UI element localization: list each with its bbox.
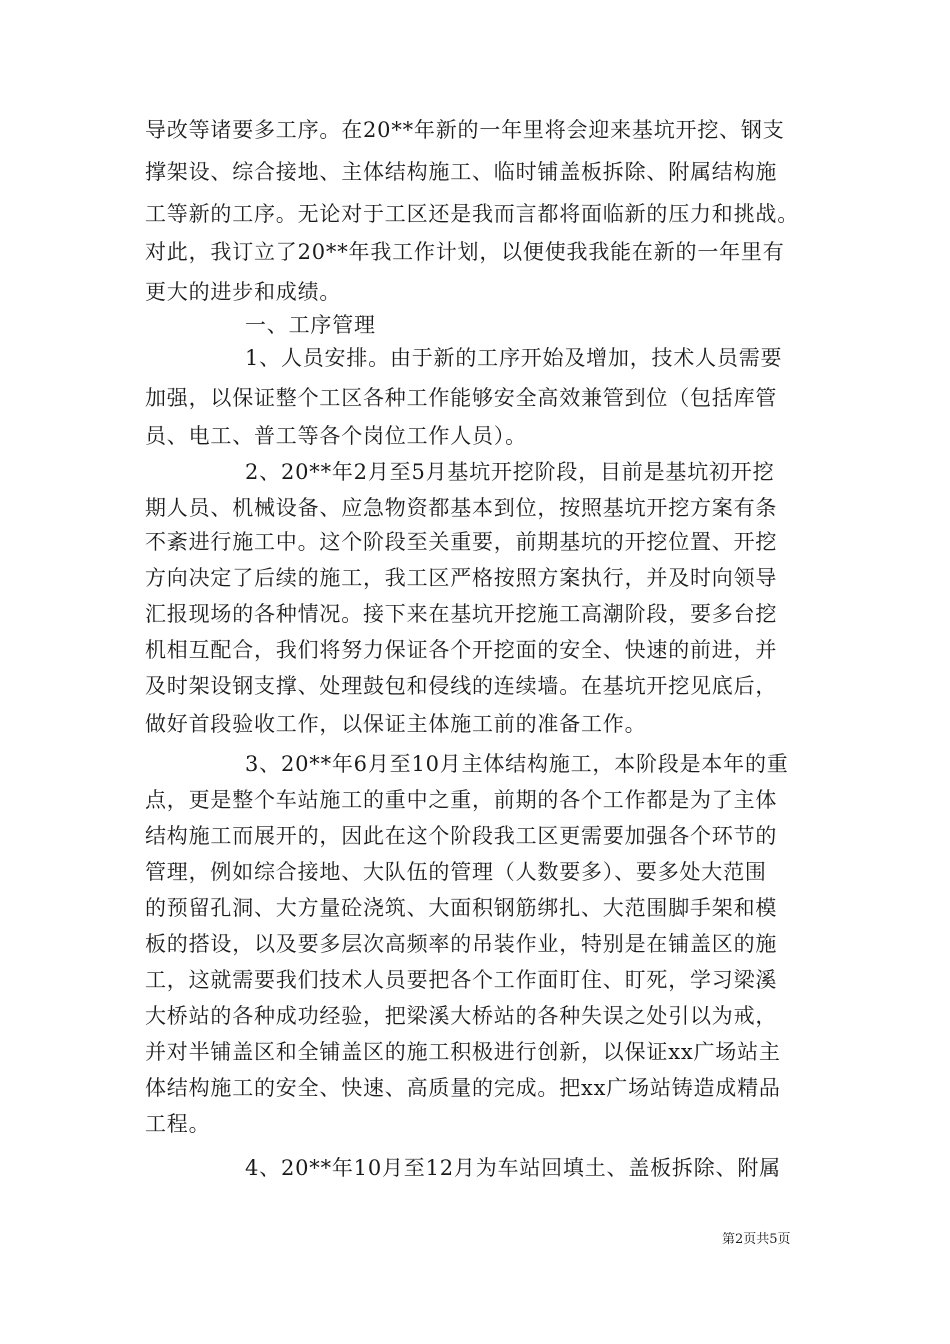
text-line: 并对半铺盖区和全铺盖区的施工积极进行创新，以保证xx广场站主	[145, 1040, 781, 1064]
section-heading: 一、工序管理	[245, 313, 376, 337]
text-line: 2、20**年2月至5月基坑开挖阶段，目前是基坑初开挖	[245, 460, 775, 484]
text-line: 及时架设钢支撑、处理鼓包和侵线的连续墙。在基坑开挖见底后，	[145, 674, 778, 698]
text-line: 做好首段验收工作，以保证主体施工前的准备工作。	[145, 712, 647, 736]
text-line: 大桥站的各种成功经验，把梁溪大桥站的各种失误之处引以为戒，	[145, 1004, 778, 1028]
text-line: 4、20**年10月至12月为车站回填土、盖板拆除、附属	[245, 1156, 781, 1180]
text-line: 员、电工、普工等各个岗位工作人员）。	[145, 424, 527, 448]
text-line: 更大的进步和成绩。	[145, 280, 342, 304]
text-line: 工等新的工序。无论对于工区还是我而言都将面临新的压力和挑战。	[145, 202, 799, 226]
text-line: 工程。	[145, 1112, 211, 1136]
text-line: 期人员、机械设备、应急物资都基本到位，按照基坑开挖方案有条	[145, 496, 778, 520]
text-line: 导改等诸要多工序。在20**年新的一年里将会迎来基坑开挖、钢支	[145, 118, 785, 142]
page-number-footer: 第2页共5页	[722, 1232, 791, 1247]
text-line: 1、人员安排。由于新的工序开始及增加，技术人员需要	[245, 346, 783, 370]
text-line: 点，更是整个车站施工的重中之重，前期的各个工作都是为了主体	[145, 788, 778, 812]
text-line: 不紊进行施工中。这个阶段至关重要，前期基坑的开挖位置、开挖	[145, 530, 778, 554]
text-line: 加强，以保证整个工区各种工作能够安全高效兼管到位（包括库管	[145, 386, 778, 410]
text-line: 3、20**年6月至10月主体结构施工，本阶段是本年的重	[245, 752, 789, 776]
text-line: 的预留孔洞、大方量砼浇筑、大面积钢筋绑扎、大范围脚手架和模	[145, 896, 778, 920]
text-line: 体结构施工的安全、快速、高质量的完成。把xx广场站铸造成精品	[145, 1076, 781, 1100]
text-line: 撑架设、综合接地、主体结构施工、临时铺盖板拆除、附属结构施	[145, 160, 778, 184]
text-line: 结构施工而展开的，因此在这个阶段我工区更需要加强各个环节的	[145, 824, 778, 848]
text-line: 汇报现场的各种情况。接下来在基坑开挖施工高潮阶段，要多台挖	[145, 602, 778, 626]
text-line: 对此，我订立了20**年我工作计划，以便使我我能在新的一年里有	[145, 240, 785, 264]
text-line: 工，这就需要我们技术人员要把各个工作面盯住、盯死，学习梁溪	[145, 968, 778, 992]
text-line: 机相互配合，我们将努力保证各个开挖面的安全、快速的前进，并	[145, 638, 778, 662]
text-line: 管理，例如综合接地、大队伍的管理（人数要多）、要多处大范围	[145, 860, 767, 884]
text-line: 方向决定了后续的施工，我工区严格按照方案执行，并及时向领导	[145, 566, 778, 590]
text-line: 板的搭设，以及要多层次高频率的吊装作业，特别是在铺盖区的施	[145, 932, 778, 956]
